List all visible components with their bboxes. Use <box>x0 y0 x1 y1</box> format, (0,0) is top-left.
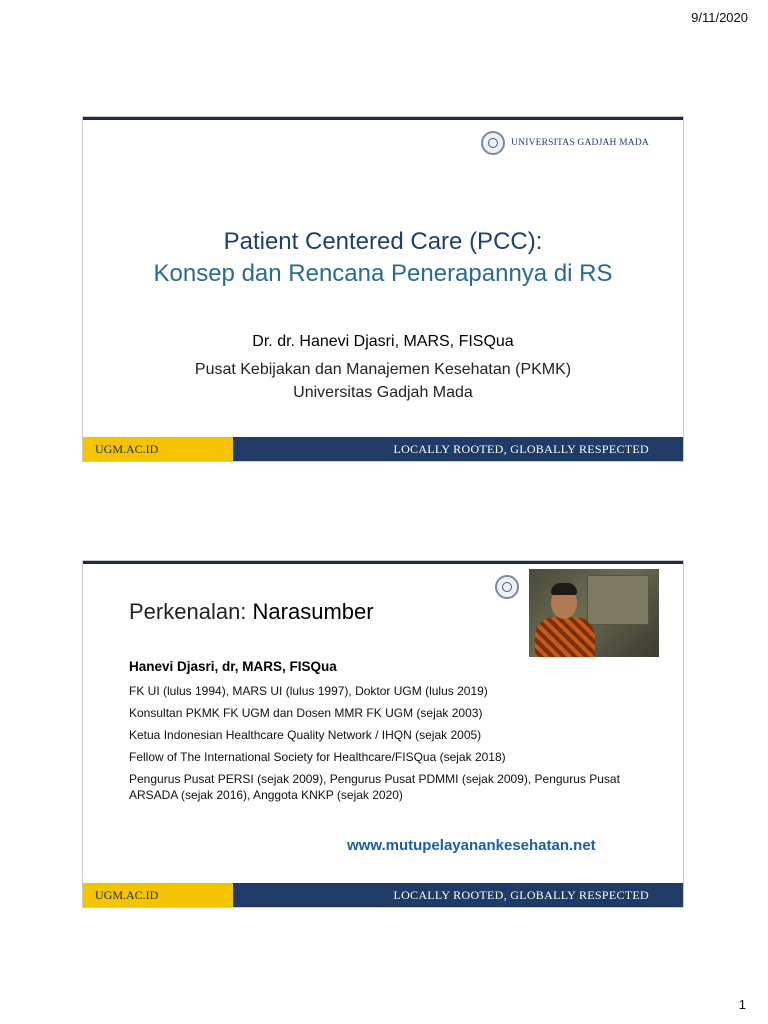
university-seal-icon <box>481 131 505 155</box>
university-seal-icon <box>495 575 519 599</box>
list-item: Konsultan PKMK FK UGM dan Dosen MMR FK UGM (sejak 2003) <box>129 706 483 720</box>
list-item: Fellow of The International Society for Healthcare/FISQua (sejak 2018) <box>129 750 506 764</box>
affiliation-line-1: Pusat Kebijakan dan Manajemen Kesehatan (PKMK) <box>194 361 572 378</box>
heading-accent: Narasumber <box>252 599 374 624</box>
footer-website: UGM.AC.ID <box>83 883 233 907</box>
presentation-subtitle: Konsep dan Rencana Penerapannya di RS <box>153 260 613 287</box>
speaker-credentials-list <box>129 683 649 809</box>
website-link[interactable]: www.mutupelayanankesehatan.net <box>347 837 596 854</box>
footer-website: UGM.AC.ID <box>83 437 233 461</box>
footer-tagline: LOCALLY ROOTED, GLOBALLY RESPECTED <box>233 883 683 907</box>
footer-tagline: LOCALLY ROOTED, GLOBALLY RESPECTED <box>233 437 683 461</box>
logo-text: UNIVERSITAS GADJAH MADA <box>511 138 649 148</box>
speaker-name: Hanevi Djasri, dr, MARS, FISQua <box>129 659 337 674</box>
university-logo <box>481 131 649 155</box>
heading-prefix: Perkenalan: <box>129 599 247 624</box>
affiliation-line-2: Universitas Gadjah Mada <box>293 384 473 401</box>
slide-footer <box>83 437 683 461</box>
page-number: 1 <box>738 997 746 1012</box>
slide-title <box>82 116 684 462</box>
presentation-title: Patient Centered Care (PCC): <box>223 228 543 255</box>
slide-introduction <box>82 560 684 908</box>
page-date: 9/11/2020 <box>691 10 748 25</box>
speaker-photo <box>529 569 659 657</box>
presenter-name: Dr. dr. Hanevi Djasri, MARS, FISQua <box>252 333 514 350</box>
slide-footer <box>83 883 683 907</box>
list-item: Pengurus Pusat PERSI (sejak 2009), Pengurus Pusat PDMMI (sejak 2009), Pengurus Pusat ARSADA (sejak 2016), Anggota KNKP (sejak 2020) <box>129 772 620 802</box>
university-logo <box>495 575 519 599</box>
slide-top-border <box>83 561 683 564</box>
list-item: Ketua Indonesian Healthcare Quality Network / IHQN (sejak 2005) <box>129 728 482 742</box>
list-item: FK UI (lulus 1994), MARS UI (lulus 1997), Doktor UGM (lulus 2019) <box>129 684 488 698</box>
slide-heading <box>129 599 374 625</box>
slide-top-border <box>83 117 683 120</box>
